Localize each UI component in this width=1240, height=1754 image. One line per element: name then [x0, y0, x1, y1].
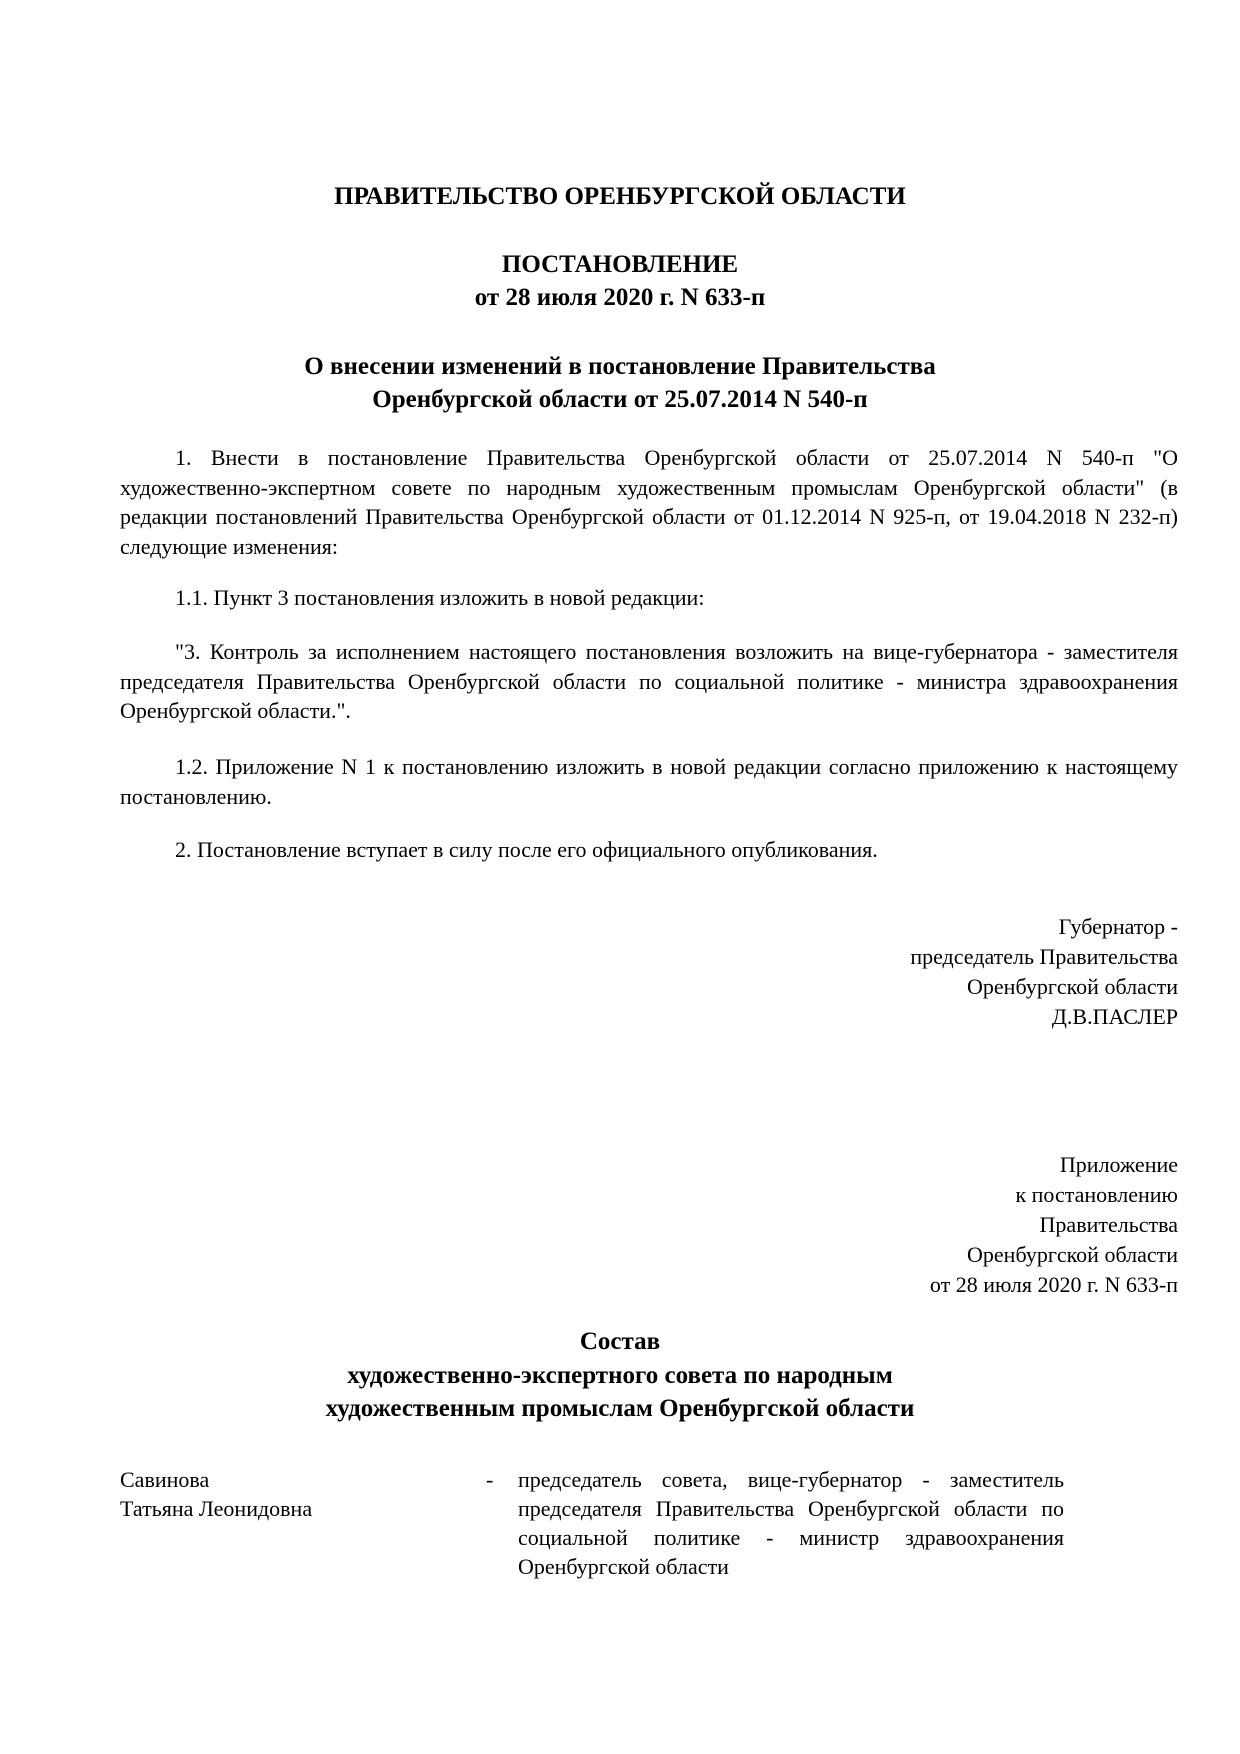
appendix-line: от 28 июля 2020 г. N 633-п — [929, 1272, 1178, 1297]
document-title-line1: О внесении изменений в постановление Правительства — [304, 353, 936, 380]
appendix-line: к постановлению — [1015, 1182, 1178, 1207]
appendix-title: Состав — [579, 1328, 661, 1355]
member-role: председатель совета, вице-губернатор - заместитель председателя Правительства Оренбургской области по социальной политике - министр здравоохранения Оренбургской области — [518, 1467, 1064, 1579]
signature-name: Д.В.ПАСЛЕР — [1051, 1004, 1178, 1029]
signature-line: Губернатор - — [1058, 914, 1178, 939]
appendix-line: Оренбургской области — [967, 1242, 1178, 1267]
appendix-subtitle-line2: художественным промыслам Оренбургской области — [325, 1395, 915, 1422]
signature-block — [910, 912, 1178, 1032]
member-dash: - — [486, 1467, 494, 1492]
member-name — [120, 1465, 312, 1523]
appendix-line: Приложение — [1059, 1152, 1178, 1177]
paragraph-1-1: 1.1. Пункт 3 постановления изложить в новой редакции: — [175, 585, 705, 610]
appendix-header — [930, 1150, 1178, 1300]
document-date-number: от 28 июля 2020 г. N 633-п — [474, 284, 766, 311]
paragraph-1-2: 1.2. Приложение N 1 к постановлению изложить в новой редакции согласно приложению к настоящему постановлению. — [120, 754, 1178, 809]
organization-heading: ПРАВИТЕЛЬСТВО ОРЕНБУРГСКОЙ ОБЛАСТИ — [334, 183, 906, 210]
document-type: ПОСТАНОВЛЕНИЕ — [501, 251, 739, 278]
signature-line: председатель Правительства — [910, 944, 1178, 969]
paragraph-1: 1. Внести в постановление Правительства Оренбургской области от 25.07.2014 N 540-п "О художественно-экспертном совете по народным художественным промыслам Оренбургской области" (в редакции постановлений Правительства Оренбургской области от 01.12.2014 N 925-п, от 19.04.2018 N 232-п) следующие изменения: — [120, 445, 1178, 560]
member-surname: Савинова — [120, 1467, 210, 1492]
paragraph-quote: "3. Контроль за исполнением настоящего постановления возложить на вице-губернатора - заместителя председателя Правительства Оренбургской области по социальной политике - министра здравоохранения Оренбургской области.". — [120, 639, 1178, 724]
appendix-line: Правительства — [1039, 1212, 1178, 1237]
signature-line: Оренбургской области — [967, 974, 1178, 999]
paragraph-2: 2. Постановление вступает в силу после его официального опубликования. — [175, 837, 878, 862]
document-title-line2: Оренбургской области от 25.07.2014 N 540-п — [372, 386, 868, 413]
member-given-names: Татьяна Леонидовна — [120, 1496, 313, 1521]
appendix-subtitle-line1: художественно-экспертного совета по народным — [347, 1362, 893, 1389]
